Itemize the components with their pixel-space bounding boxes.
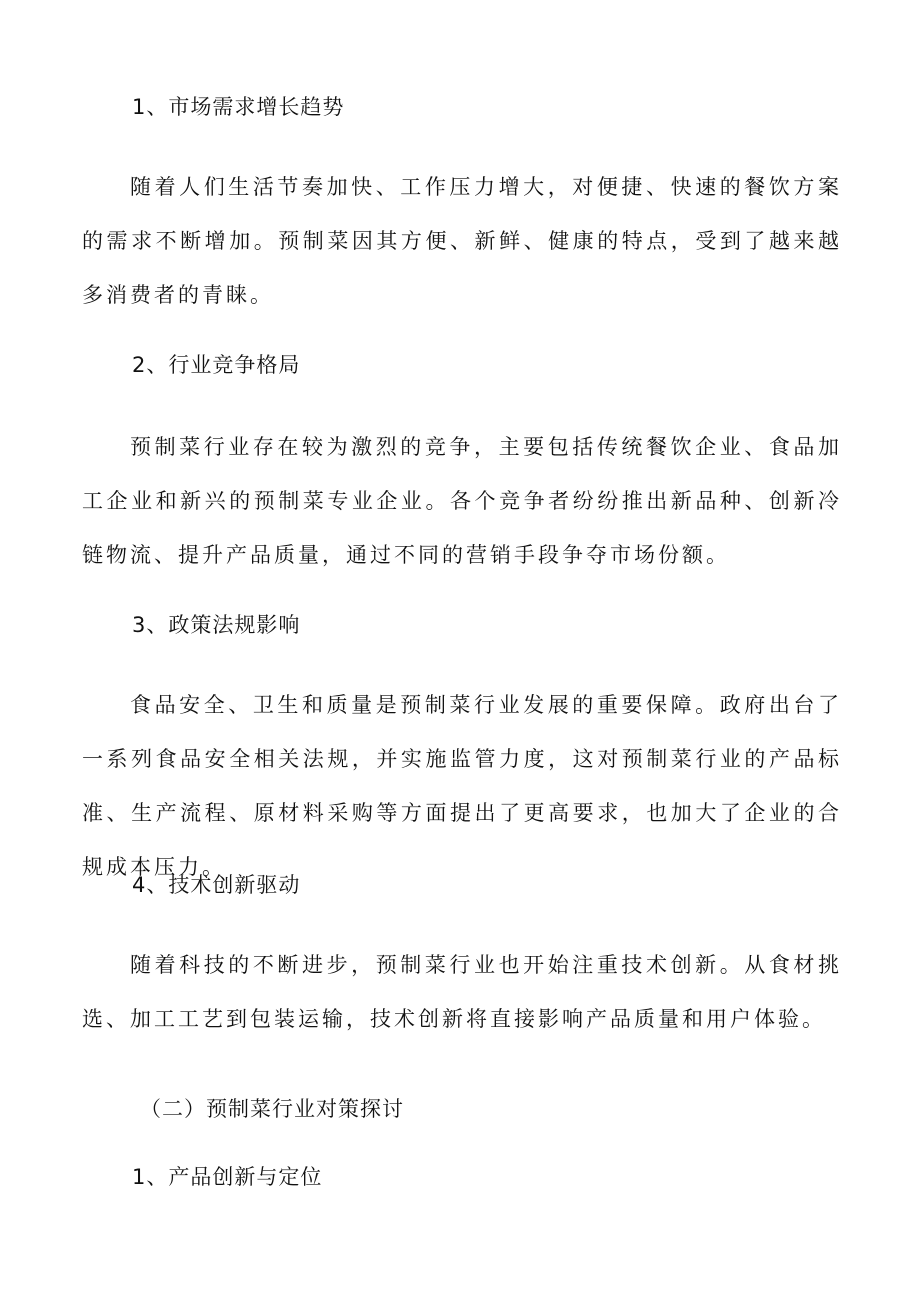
section-heading-policy: 3、政策法规影响 (132, 613, 301, 637)
section-paragraph-competition: 预制菜行业存在较为激烈的竞争，主要包括传统餐饮企业、食品加工企业和新兴的预制菜专业企业。各个竞争者纷纷推出新品种、创新冷链物流、提升产品质量，通过不同的营销手段争夺市场份额。 (82, 435, 842, 567)
section-heading-competition: 2、行业竞争格局 (132, 353, 301, 377)
subsection-title: （二）预制菜行业对策探讨 (140, 1097, 404, 1121)
section-paragraph-market-demand: 随着人们生活节奏加快、工作压力增大，对便捷、快速的餐饮方案的需求不断增加。预制菜因其方便、新鲜、健康的特点，受到了越来越多消费者的青睐。 (82, 175, 842, 307)
section-heading-technology: 4、技术创新驱动 (132, 873, 301, 897)
section-paragraph-policy: 食品安全、卫生和质量是预制菜行业发展的重要保障。政府出台了一系列食品安全相关法规，并实施监管力度，这对预制菜行业的产品标准、生产流程、原材料采购等方面提出了更高要求，也加大了企业的合规成本压力。 (82, 693, 842, 879)
section-paragraph-technology: 随着科技的不断进步，预制菜行业也开始注重技术创新。从食材挑选、加工工艺到包装运输，技术创新将直接影响产品质量和用户体验。 (82, 953, 842, 1031)
section-heading-product-innovation: 1、产品创新与定位 (132, 1165, 323, 1189)
section-heading-market-demand: 1、市场需求增长趋势 (132, 95, 345, 119)
